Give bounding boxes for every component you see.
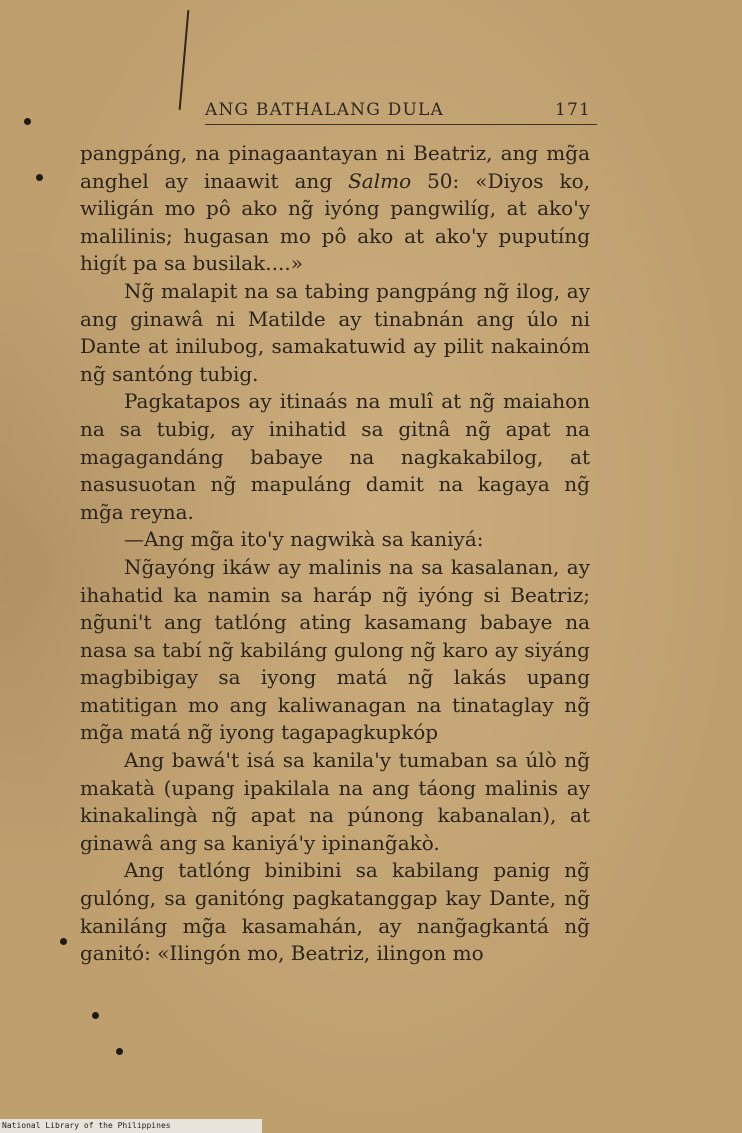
ink-spot: [92, 1012, 99, 1019]
paragraph-7: Ang tatlóng binibini sa kabilang panig ng̃ gulóng, sa ganitóng pagkatanggap kay Dante, ng̃ kaniláng mg̃a kasamahán, ay nang̃agkantá ng̃ ganitó: «Ilingón mo, Beatriz, ilingon mo: [80, 858, 590, 966]
body-text: [80, 140, 590, 968]
ink-spot: [60, 938, 67, 945]
page-header: [205, 100, 597, 125]
library-credit: National Library of the Philippines: [0, 1119, 262, 1133]
ink-spot: [36, 174, 43, 181]
paragraph-4: —Ang mg̃a ito'y nagwikà sa kaniyá:: [124, 527, 484, 552]
running-title: ANG BATHALANG DULA: [205, 100, 444, 120]
paragraph-6: Ang bawá't isá sa kanila'y tumaban sa úlò ng̃ makatà (upang ipakilala na ang táong malinis ay kinakalingà ng̃ apat na púnong kabanalan), at ginawâ ang sa kaniyá'y ipinang̃akò.: [80, 748, 590, 855]
paragraph-1-before: pangpáng, na pinagaantayan ni Beatriz, ang mg̃a anghel ay inaawit ang: [80, 141, 590, 193]
paragraph-2: Ng̃ malapit na sa tabing pangpáng ng̃ ilog, ay ang ginawâ ni Matilde ay tinabnán ang úlo ni Dante at inilubog, samakatuwid ay pilit nakainóm ng̃ santóng tubig.: [80, 278, 590, 386]
paragraph-3: Pagkatapos ay itinaás na mulî at ng̃ maiahon na sa tubig, ay inihatid sa gitnâ ng̃ apat na magagandáng babaye na nagkakabilog, at nasusuotan ng̃ mapuláng damit na kagaya ng̃ mg̃a reyna.: [80, 389, 590, 524]
page-fold-line: [179, 10, 190, 110]
paragraph-1: [80, 140, 590, 278]
page-number: 171: [554, 100, 591, 120]
paragraph-1-after: 50: «Diyos ko, wiligán mo pô ako ng̃ iyóng pangwilíg, at ako'y malilinis; hugasan mo pô ako at ako'y puputíng higít pa sa busilak....»: [80, 168, 590, 276]
paragraph-5: Ng̃ayóng ikáw ay malinis na sa kasalanan, ay ihahatid ka namin sa haráp ng̃ iyóng si Beatriz; ng̃uni't ang tatlóng ating kasamang babaye na nasa sa tabí ng̃ kabiláng gulong ng̃ karo ay siyáng magbibigay sa iyong matá ng̃ lakás upang matitigan mo ang kaliwanagan na tinataglay ng̃ mg̃a matá ng̃ iyong tagapagkupkóp: [80, 554, 590, 745]
ink-spot: [24, 118, 31, 125]
ink-spot: [116, 1048, 123, 1055]
salmo-emphasis: Salmo: [348, 168, 412, 193]
